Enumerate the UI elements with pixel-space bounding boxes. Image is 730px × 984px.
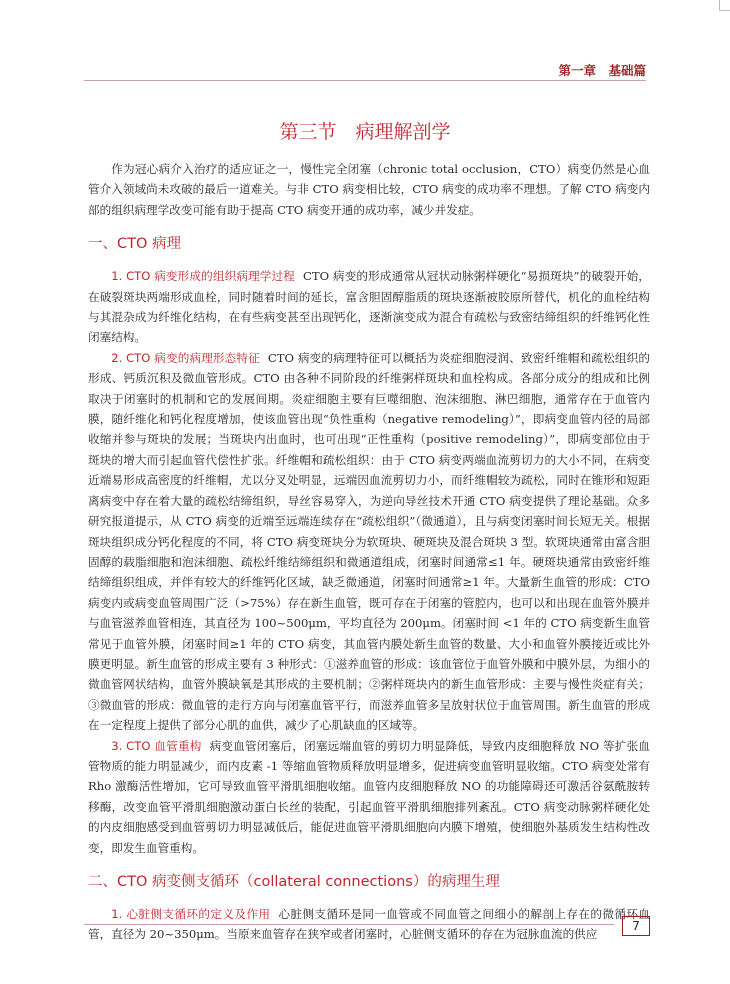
section-title: 第三节 病理解剖学 bbox=[279, 121, 451, 143]
paragraph-histopathology-body: CTO 病变的形成通常从冠状动脉粥样硬化“易损斑块”的破裂开始，在破裂斑块两端形成血栓，同时随着时间的延长，富含胆固醇脂质的斑块逐渐被胶原所替代，机化的血栓结构与其混杂成为纤维化结构，在有些病变甚至出现钙化，逐渐演变成为混合有疏松与致密结缔组织的纤维钙化性闭塞结构。 bbox=[88, 269, 650, 345]
paragraph-collateral-body: 心脏侧支循环是同一血管或不同血管之间细小的解剖上存在的微循环血管，直径为 20~350μm。当原来血管存在狭窄或者闭塞时，心脏侧支循环的存在为冠脉血流的供应 bbox=[88, 907, 650, 942]
body-text bbox=[88, 159, 650, 945]
intro-paragraph: 作为冠心病介入治疗的适应证之一，慢性完全闭塞（chronic total occlusion，CTO）病变仍然是心血管介入领域尚未攻破的最后一道难关。与非 CTO 病变相比较，CTO 病变的成功率不理想。了解 CTO 病变内部的组织病理学改变可能有助于提高 CTO 病变开通的成功率，减少并发症。 bbox=[88, 162, 650, 217]
part2-heading: 二、CTO 病变侧支循环（collateral connections）的病理生理 bbox=[88, 874, 500, 890]
paragraph-remodeling bbox=[88, 736, 650, 858]
subheading-histopathology: 1. CTO 病变形成的组织病理学过程 bbox=[111, 269, 295, 284]
subheading-morphology: 2. CTO 病变的病理形态特征 bbox=[111, 350, 260, 365]
corner-mark bbox=[719, 0, 730, 11]
footer-rule bbox=[84, 924, 614, 925]
paragraph-histopathology bbox=[88, 266, 650, 348]
paragraph-morphology bbox=[88, 348, 650, 736]
header-rule bbox=[84, 80, 646, 81]
running-head: 第一章 基础篇 bbox=[558, 63, 646, 78]
paragraph-remodeling-body: 病变血管闭塞后，闭塞远端血管的剪切力明显降低，导致内皮细胞释放 NO 等扩张血管物质的能力明显减少，而内皮素 -1 等缩血管物质释放明显增多，促进病变血管明显收缩。CTO 病变处常有 Rho 激酶活性增加，它可导致血管平滑肌细胞收缩。血管内皮细胞释放 NO 的功能障碍还可激活谷氨酰胺转移酶，改变血管平滑肌细胞激动蛋白长丝的装配，引起血管平滑肌细胞排列紊乱。CTO 病变动脉粥样硬化处的内皮细胞感受到血管剪切力明显减低后，能促进血管平滑肌细胞向内膜下增殖，使细胞外基质发生结构性改变，即发生血管重构。 bbox=[88, 738, 650, 855]
subheading-collateral: 1. 心脏侧支循环的定义及作用 bbox=[111, 907, 271, 921]
paragraph-morphology-body: CTO 病变的病理特征可以概括为炎症细胞浸润、致密纤维帽和疏松组织的形成、钙质沉积及微血管形成。CTO 由各种不同阶段的纤维粥样斑块和血栓构成。各部分成分的组成和比例取决于闭塞时的机制和它的发展间期。炎症细胞主要有巨噬细胞、泡沫细胞、淋巴细胞，通常存在于血管内膜，随纤维化和钙化程度增加，使该血管出现“负性重构（negative remodeling）”，即病变血管内径的局部收缩并参与斑块的发展；当斑块内出血时，也可出现“正性重构（positive remodeling）”，即病变部位由于斑块的增大而引起血管代偿性扩张。纤维帽和疏松组织：由于 CTO 病变两端血流剪切力的大小不同，在病变近端易形成高密度的纤维帽，尤以分叉处明显，远端因血流剪切力小，而纤维帽较为疏松，同时在锥形和短距离病变中存在着大量的疏松结缔组织，导丝容易穿入，为逆向导丝技术开通 CTO 病变提供了理论基础。众多研究报道提示，从 CTO 病变的近端至远端连续存在“疏松组织”（微通道），且与病变闭塞时间长短无关。根据斑块组织成分钙化程度的不同，将 CTO 病变斑块分为软斑块、硬斑块及混合斑块 3 型。软斑块通常由富含胆固醇的载脂细胞和泡沫细胞、疏松纤维结缔组织和微通道组成，闭塞时间通常≤1 年。硬斑块通常由致密纤维结缔组织组成，并伴有较大的纤维钙化区域，缺乏微通道，闭塞时间通常≥1 年。大量新生血管的形成：CTO 病变内或病变血管周围广泛（>75%）存在新生血管，既可存在于闭塞的管腔内，也可以和出现在血管外膜并与血管滋养血管相连，其直径为 100~500μm，平均直径为 200μm。闭塞时间 <1 年的 CTO 病变新生血管常见于血管外膜，闭塞时间≥1 年的 CTO 病变，其血管内膜处新生血管的数量、大小和血管外膜接近或比外膜更明显。新生血管的形成主要有 3 种形式：①滋养血管的形成：该血管位于血管外膜和中膜外层，为细小的微血管网状结构，血管外膜缺氧是其形成的主要机制；②粥样斑块内的新生血管形成：主要与慢性炎症有关；③微血管的形成：微血管的走行方向与闭塞血管平行，而滋养血管多呈放射状位于血管周围。新生血管的形成在一定程度上提供了部分心肌的血供，减少了心肌缺血的区域等。 bbox=[88, 350, 650, 733]
page-number: 7 bbox=[622, 916, 650, 936]
part1-heading: 一、CTO 病理 bbox=[88, 236, 182, 253]
subheading-remodeling: 3. CTO 血管重构 bbox=[111, 738, 202, 753]
